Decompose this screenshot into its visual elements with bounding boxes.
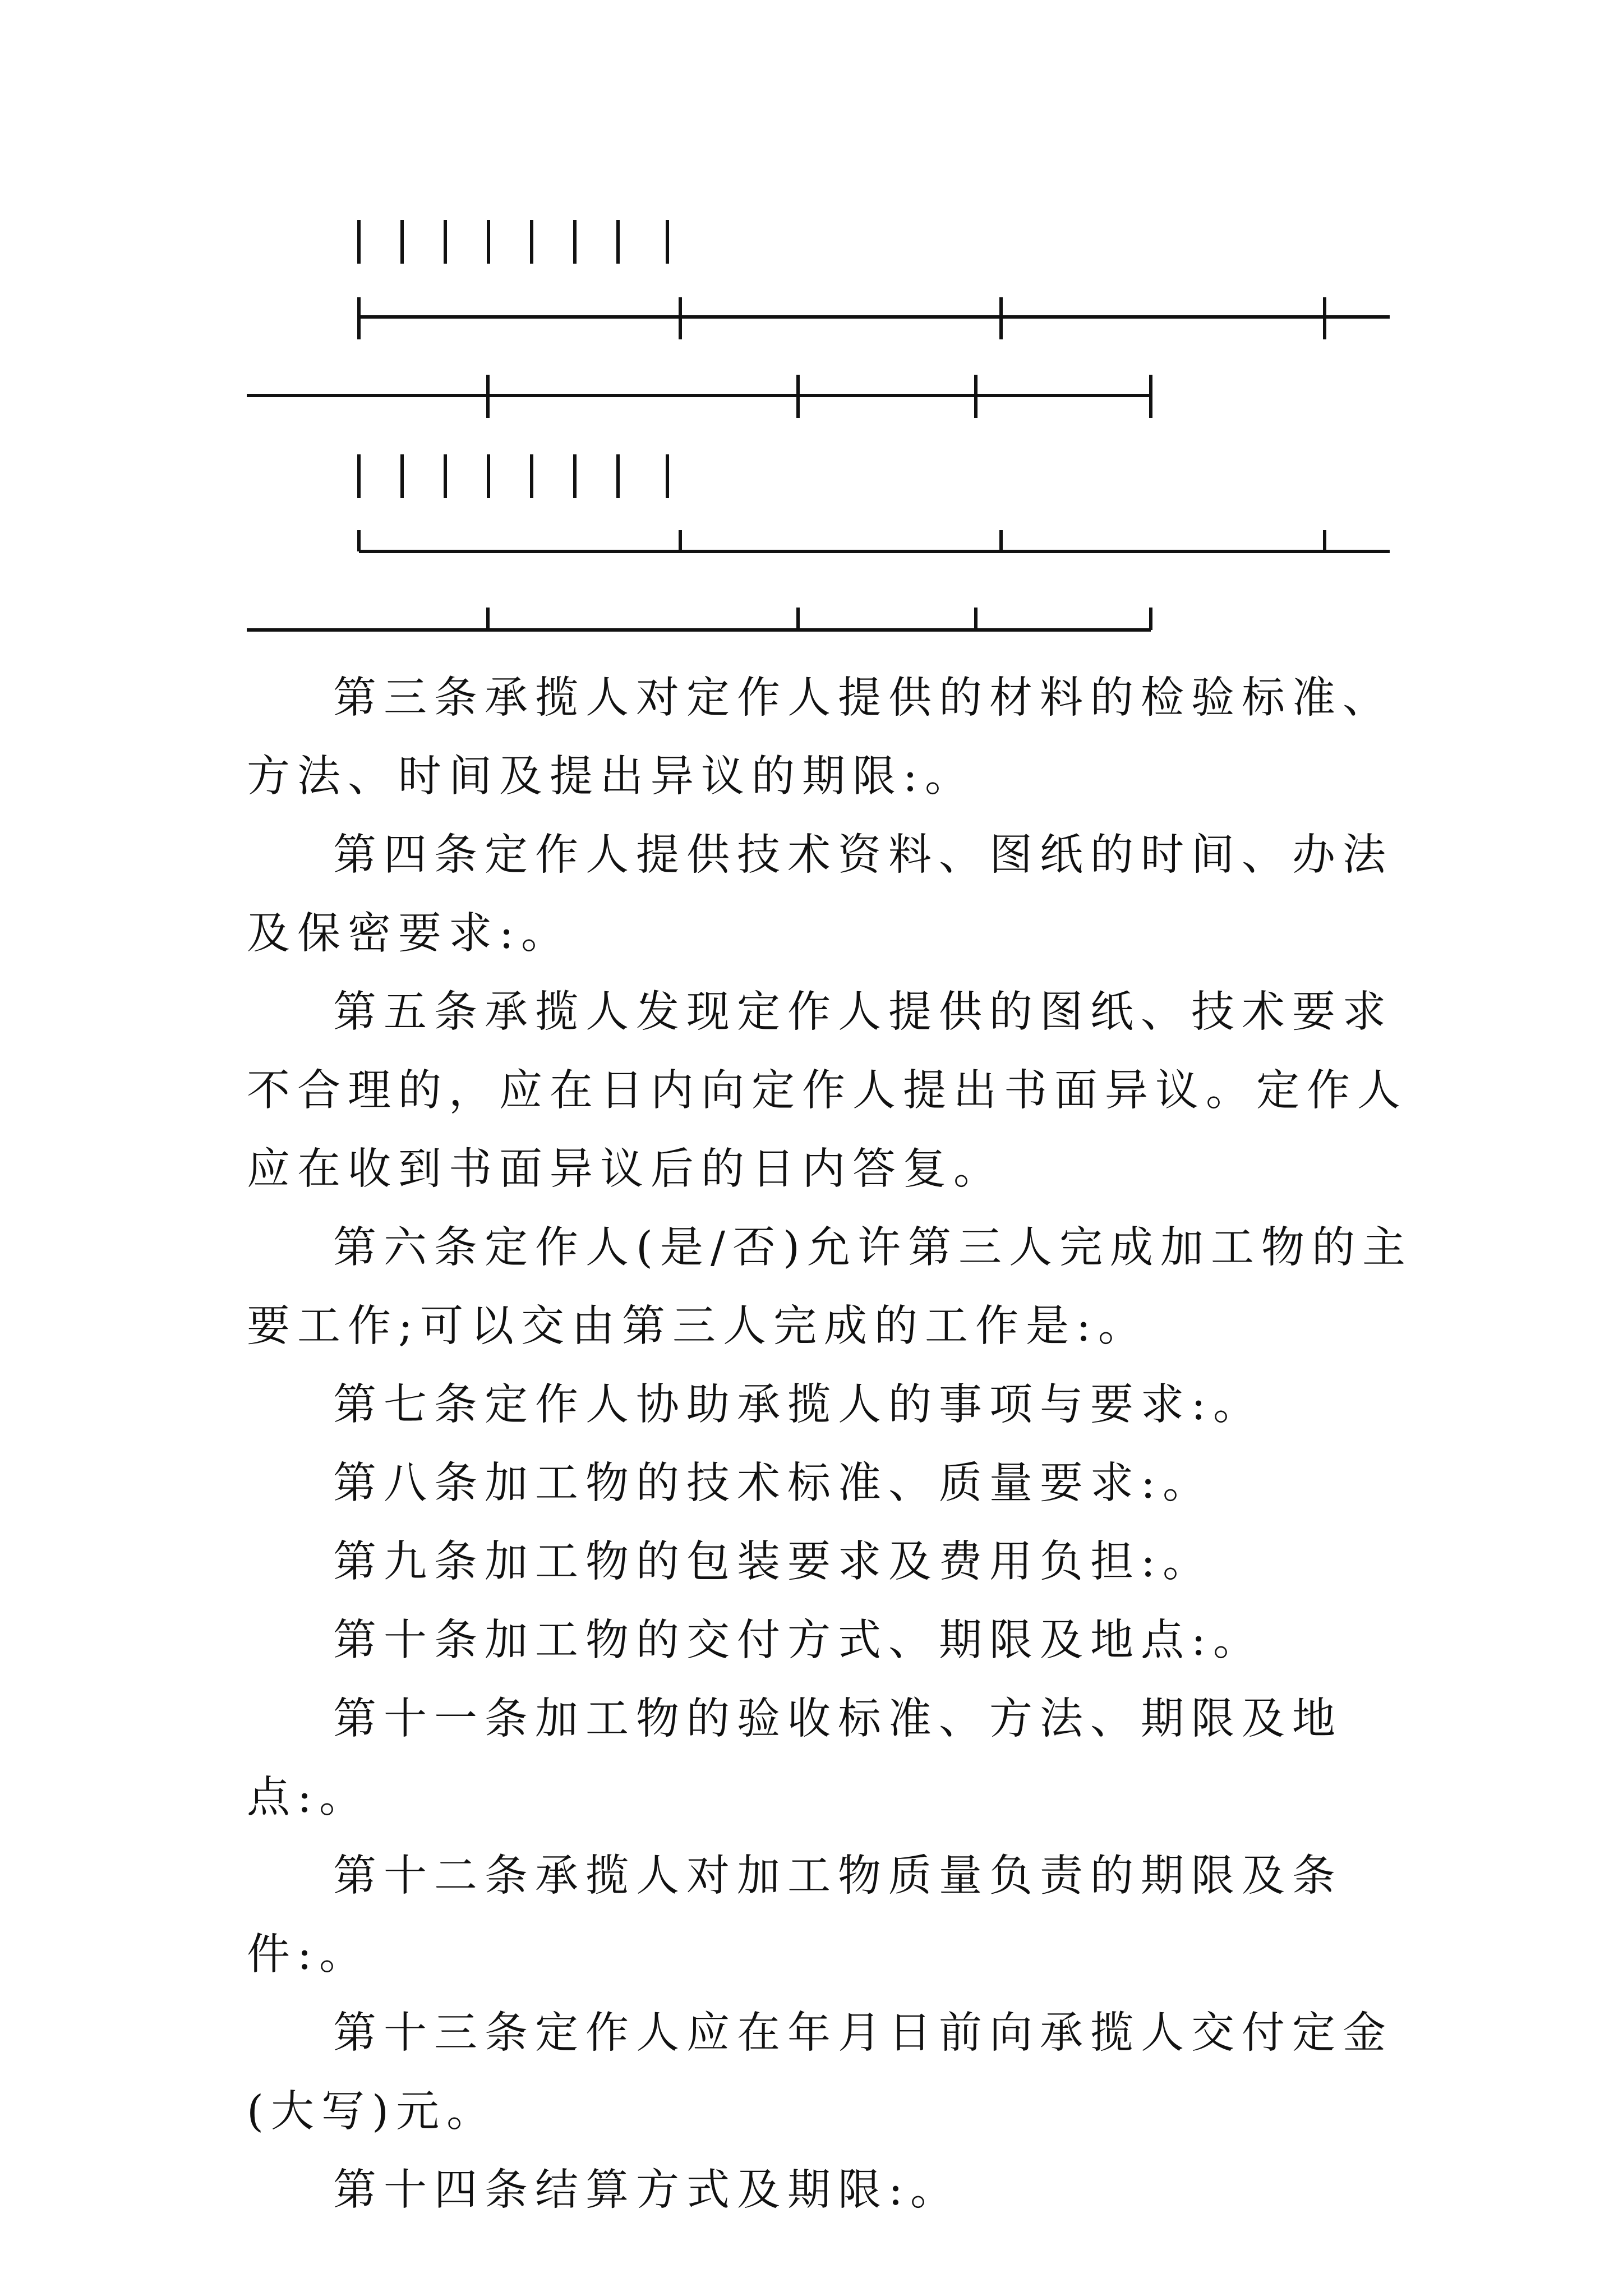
horizontal-rule-2 [247, 375, 1151, 418]
clause-article-14: 第十四条结算方式及期限:。 [333, 2165, 961, 2215]
clause-article-8: 第八条加工物的技术标准、质量要求:。 [333, 1458, 1213, 1508]
contract-clauses [247, 659, 1419, 2230]
clause-article-11: 第十一条加工物的验收标准、方法、期限及地点:。 [247, 1694, 1343, 1823]
clause-article-6: 第六条定作人(是/否)允许第三人完成加工物的主要工作;可以交由第三人完成的工作是:。 [247, 1223, 1413, 1351]
clause-article-5: 第五条承揽人发现定作人提供的图纸、技术要求不合理的，应在日内向定作人提出书面异议。定作人应在收到书面异议后的日内答复。 [247, 987, 1408, 1194]
vertical-tick-row-2 [359, 454, 667, 498]
clause-article-10: 第十条加工物的交付方式、期限及地点:。 [333, 1616, 1264, 1665]
clause-article-4: 第四条定作人提供技术资料、图纸的时间、办法及保密要求:。 [247, 830, 1393, 959]
clause-article-3: 第三条承揽人对定作人提供的材料的检验标准、方法、时间及提出异议的期限:。 [247, 673, 1393, 802]
clause-article-9: 第九条加工物的包装要求及费用负担:。 [333, 1537, 1213, 1587]
clause-article-7: 第七条定作人协助承揽人的事项与要求:。 [333, 1380, 1264, 1430]
table-border-remnants [0, 0, 1623, 651]
horizontal-rule-3 [359, 530, 1390, 551]
vertical-tick-row-1 [359, 220, 667, 264]
horizontal-rule-4 [247, 608, 1151, 630]
clause-article-12: 第十二条承揽人对加工物质量负责的期限及条件:。 [247, 1851, 1343, 1980]
horizontal-rule-1 [359, 297, 1390, 339]
clause-article-13: 第十三条定作人应在年月日前向承揽人交付定金(大写)元。 [247, 2008, 1393, 2137]
